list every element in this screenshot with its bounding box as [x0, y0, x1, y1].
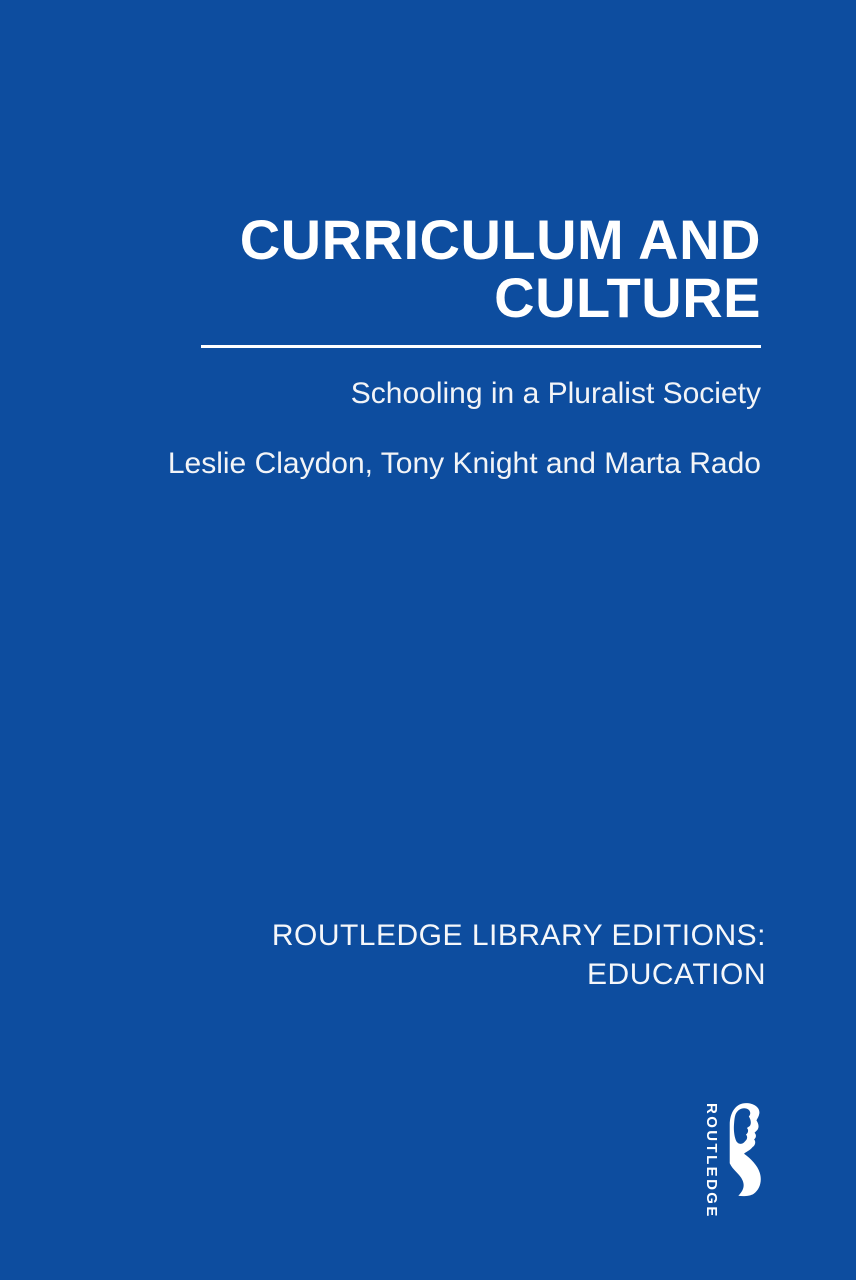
- series-line-1: ROUTLEDGE LIBRARY EDITIONS:: [271, 919, 766, 952]
- series-title: [96, 916, 766, 994]
- title-underline-rule: [201, 345, 761, 348]
- routledge-logo-text: ROUTLEDGE: [703, 1103, 720, 1219]
- publisher-logo: [703, 1099, 766, 1219]
- title-line-1: CURRICULUM AND: [239, 208, 761, 271]
- book-title: [96, 208, 761, 348]
- book-authors: Leslie Claydon, Tony Knight and Marta Rado: [167, 447, 761, 480]
- routledge-r-mark-icon: [724, 1099, 766, 1197]
- series-line-2: EDUCATION: [587, 958, 766, 991]
- book-subtitle: Schooling in a Pluralist Society: [350, 377, 761, 410]
- title-line-2: CULTURE: [494, 266, 761, 330]
